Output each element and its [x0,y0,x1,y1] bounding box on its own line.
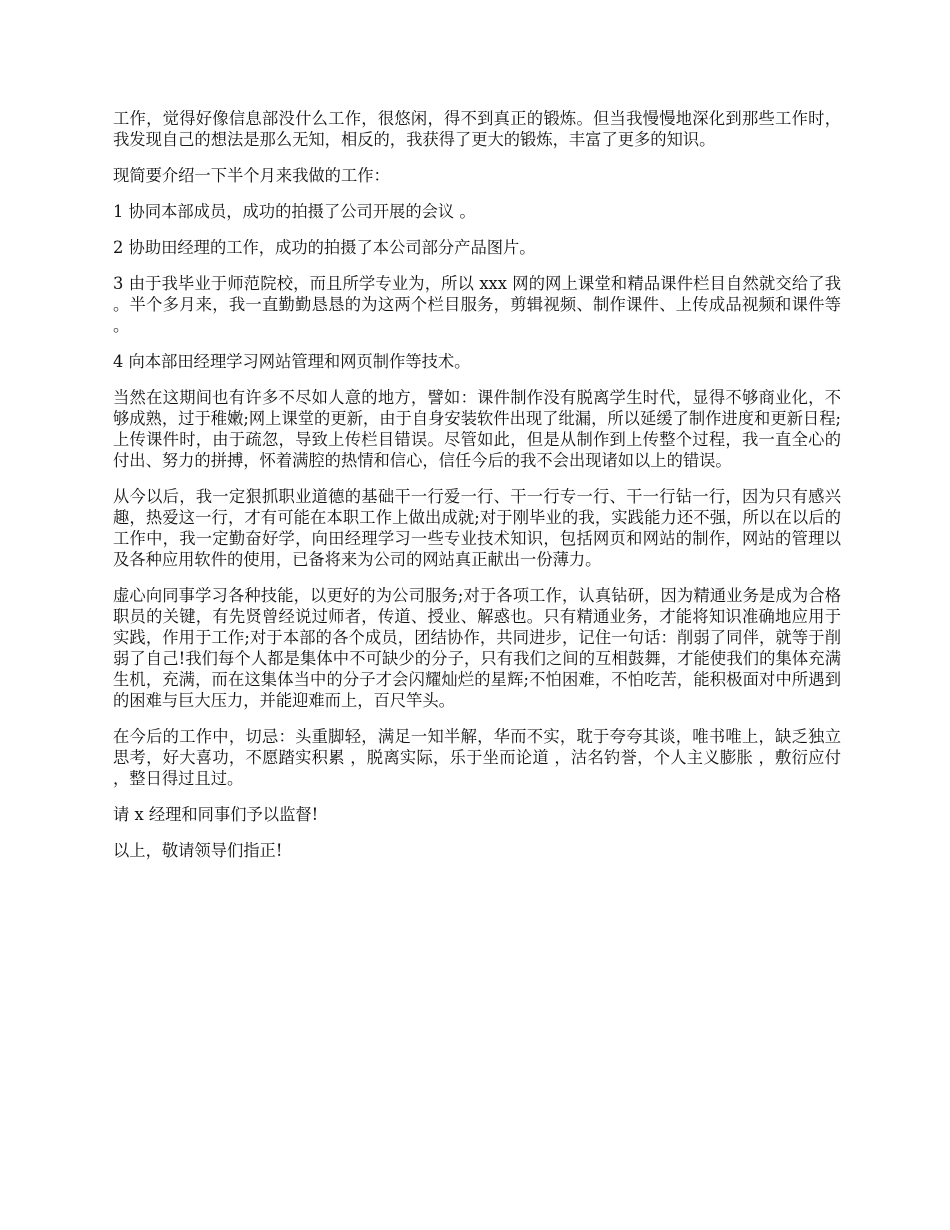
paragraph-item-4: 4 向本部田经理学习网站管理和网页制作等技术。 [113,352,471,371]
paragraph-shortcomings: 当然在这期间也有许多不尽如人意的地方，譬如：课件制作没有脱离学生时代，显得不够商业化，不够成熟，过于稚嫩;网上课堂的更新，由于自身安装软件出现了纰漏，所以延缓了制作进度和更新日程;上传课件时，由于疏忽，导致上传栏目错误。尽管如此，但是从制作到上传整个过程，我一直全心的付出、努力的拼搏，怀着满腔的热情和信心，信任今后的我不会出现诸如以上的错误。 [113,388,841,470]
paragraph-summary-lead: 现简要介绍一下半个月来我做的工作： [113,166,390,185]
paragraph-item-2: 2 协助田经理的工作，成功的拍摄了本公司部分产品图片。 [113,238,536,257]
paragraph-future-plan: 从今以后，我一定狠抓职业道德的基础干一行爱一行、干一行专一行、干一行钻一行，因为只有感兴趣，热爱这一行，才有可能在本职工作上做出成就;对于刚毕业的我，实践能力还不强，所以在以后的工作中，我一定勤奋好学，向田经理学习一些专业技术知识，包括网页和网站的制作，网站的管理以及各种应用软件的使用，已备将来为公司的网站真正献出一份薄力。 [113,487,841,569]
paragraph-learning: 虚心向同事学习各种技能，以更好的为公司服务;对于各项工作，认真钻研，因为精通业务是成为合格职员的关键，有先贤曾经说过师者，传道、授业、解惑也。只有精通业务，才能将知识准确地应用于实践，作用于工作;对于本部的各个成员，团结协作，共同进步，记住一句话：削弱了同伴，就等于削弱了自己!我们每个人都是集体中不可缺少的分子，只有我们之间的互相鼓舞，才能使我们的集体充满生机，充满，而在这集体当中的分子才会闪耀灿烂的星辉;不怕困难，不怕吃苦，能积极面对中所遇到的困难与巨大压力，并能迎难而上，百尺竿头。 [113,586,841,710]
document-body [113,108,841,876]
paragraph-item-3: 3 由于我毕业于师范院校，而且所学专业为，所以 xxx 网的网上课堂和精品课件栏目自然就交给了我。半个多月来，我一直勤勤恳恳的为这两个栏目服务，剪辑视频、制作课件、上传成品视频和课件等。 [113,274,841,335]
paragraph-closing: 以上，敬请领导们指正! [113,841,283,860]
paragraph-intro: 工作，觉得好像信息部没什么工作，很悠闲，得不到真正的锻炼。但当我慢慢地深化到那些工作时，我发现自己的想法是那么无知，相反的，我获得了更大的锻炼，丰富了更多的知识。 [113,109,841,149]
paragraph-supervision: 请 x 经理和同事们予以监督! [113,805,319,824]
paragraph-cautions: 在今后的工作中，切忌：头重脚轻，满足一知半解，华而不实，耽于夸夸其谈，唯书唯上，缺乏独立思考，好大喜功，不愿踏实积累 ，脱离实际，乐于坐而论道 ，沽名钓誉，个人主义膨胀 ，敷衍应付，整日得过且过。 [113,727,841,788]
paragraph-item-1: 1 协同本部成员，成功的拍摄了公司开展的会议 。 [113,202,476,221]
